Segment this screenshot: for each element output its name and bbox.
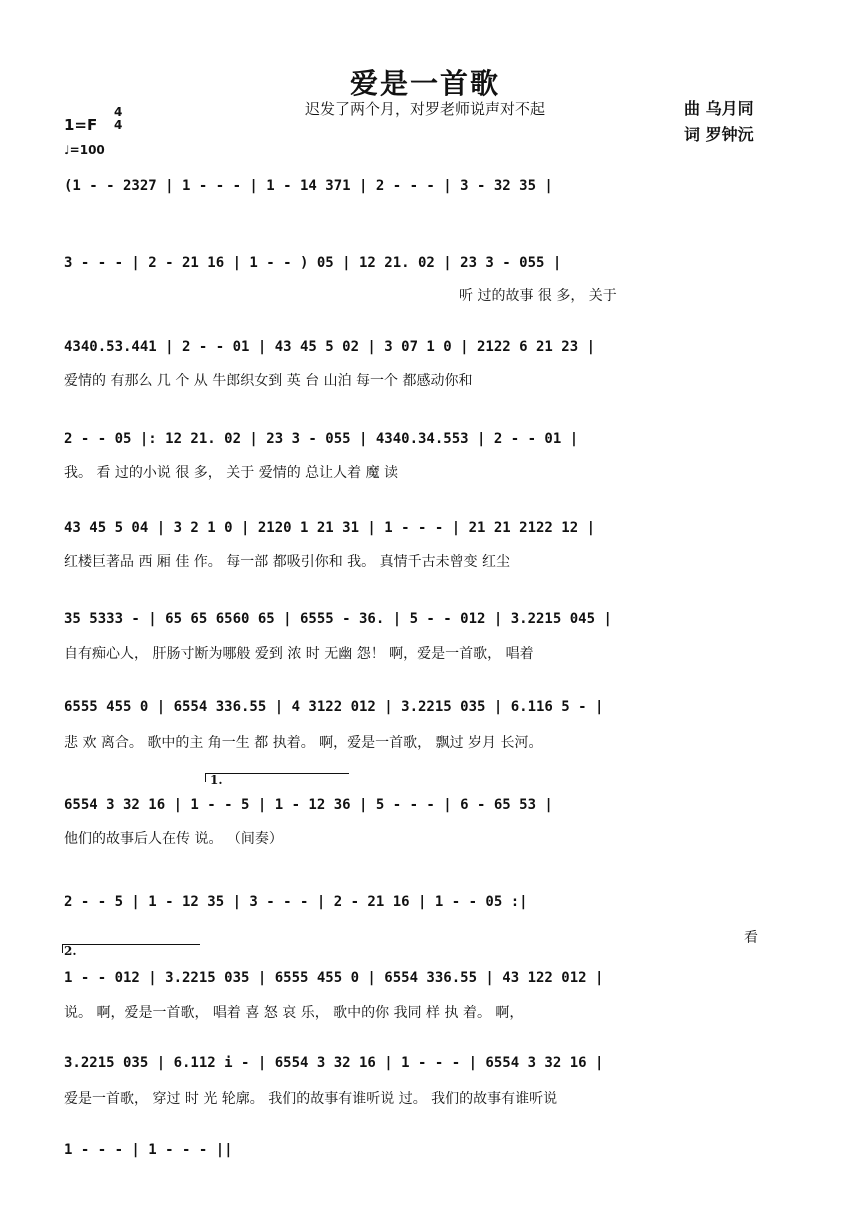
notation-line-1: (1 - - 2327 | 1 - - - | 1 - 14 371 | 2 - - - | 3 - 32 35 | — [64, 178, 553, 194]
lyric-line-7: 悲 欢 离合。 歌中的主 角一生 都 执着。 啊，爱是一首歌， 飘过 岁月 长河。 — [64, 735, 543, 751]
lyric-line-3: 爱情的 有那么 几 个 从 牛郎织女到 英 台 山泊 每一个 都感动你和 — [64, 373, 473, 389]
notation-line-2: 3 - - - | 2 - 21 16 | 1 - - ) 05 | 12 21. 02 | 23 3 - 055 | — [64, 255, 562, 271]
lyric-line-5: 红楼巨著品 西 厢 佳 作。 每一部 都吸引你和 我。 真情千古未曾变 红尘 — [64, 554, 511, 570]
composer-credit: 曲 乌月同 — [684, 99, 754, 118]
notation-line-11: 3.2215 035 | 6.112 i - | 6554 3 32 16 | 1 - - - | 6554 3 32 16 | — [64, 1055, 604, 1071]
lyric-line-4: 我。 看 过的小说 很 多， 关于 爱情的 总让人着 魔 读 — [64, 465, 399, 481]
second-ending-label: 2. — [64, 944, 77, 958]
lyric-line-11: 爱是一首歌， 穿过 时 光 轮廓。 我们的故事有谁听说 过。 我们的故事有谁听说 — [64, 1091, 558, 1107]
time-signature: 4 4 — [114, 105, 123, 132]
notation-line-9: 2 - - 5 | 1 - 12 35 | 3 - - - | 2 - 21 16 | 1 - - 05 :| — [64, 894, 528, 910]
first-ending-label: 1. — [210, 773, 223, 787]
notation-line-6: 35 5333 - | 65 65 6560 65 | 6555 - 36. | 5 - - 012 | 3.2215 045 | — [64, 611, 612, 627]
song-title: 爱是一首歌 — [349, 67, 500, 100]
notation-line-10: 1 - - 012 | 3.2215 035 | 6555 455 0 | 6554 336.55 | 43 122 012 | — [64, 970, 604, 986]
first-ending-bracket — [205, 773, 349, 782]
lyric-line-8: 他们的故事后人在传 说。 （间奏） — [64, 831, 283, 847]
notation-line-3: 4340.53.441 | 2 - - 01 | 43 45 5 02 | 3 07 1 0 | 2122 6 21 23 | — [64, 339, 596, 355]
notation-line-5: 43 45 5 04 | 3 2 1 0 | 2120 1 21 31 | 1 - - - | 21 21 2122 12 | — [64, 520, 596, 536]
lyric-line-2: 听 过的故事 很 多， 关于 — [459, 288, 617, 304]
subtitle-note: 迟发了两个月，对罗老师说声对不起 — [304, 100, 545, 118]
second-ending-bracket — [62, 944, 200, 953]
lyric-line-9: 看 — [744, 930, 758, 946]
lyric-line-10: 说。 啊，爱是一首歌， 唱着 喜 怒 哀 乐， 歌中的你 我同 样 执 着。 啊， — [64, 1005, 524, 1021]
notation-line-4: 2 - - 05 |: 12 21. 02 | 23 3 - 055 | 4340.34.553 | 2 - - 01 | — [64, 431, 579, 447]
tempo-marking: ♩=100 — [64, 143, 105, 157]
lyricist-credit: 词 罗钟沅 — [684, 125, 754, 144]
notation-line-7: 6555 455 0 | 6554 336.55 | 4 3122 012 | 3.2215 035 | 6.116 5 - | — [64, 699, 604, 715]
notation-line-12: 1 - - - | 1 - - - || — [64, 1142, 233, 1158]
key-signature: 1=F — [64, 116, 98, 134]
notation-line-8: 6554 3 32 16 | 1 - - 5 | 1 - 12 36 | 5 - - - | 6 - 65 53 | — [64, 797, 553, 813]
lyric-line-6: 自有痴心人， 肝肠寸断为哪般 爱到 浓 时 无幽 怨！ 啊，爱是一首歌， 唱着 — [64, 646, 534, 662]
